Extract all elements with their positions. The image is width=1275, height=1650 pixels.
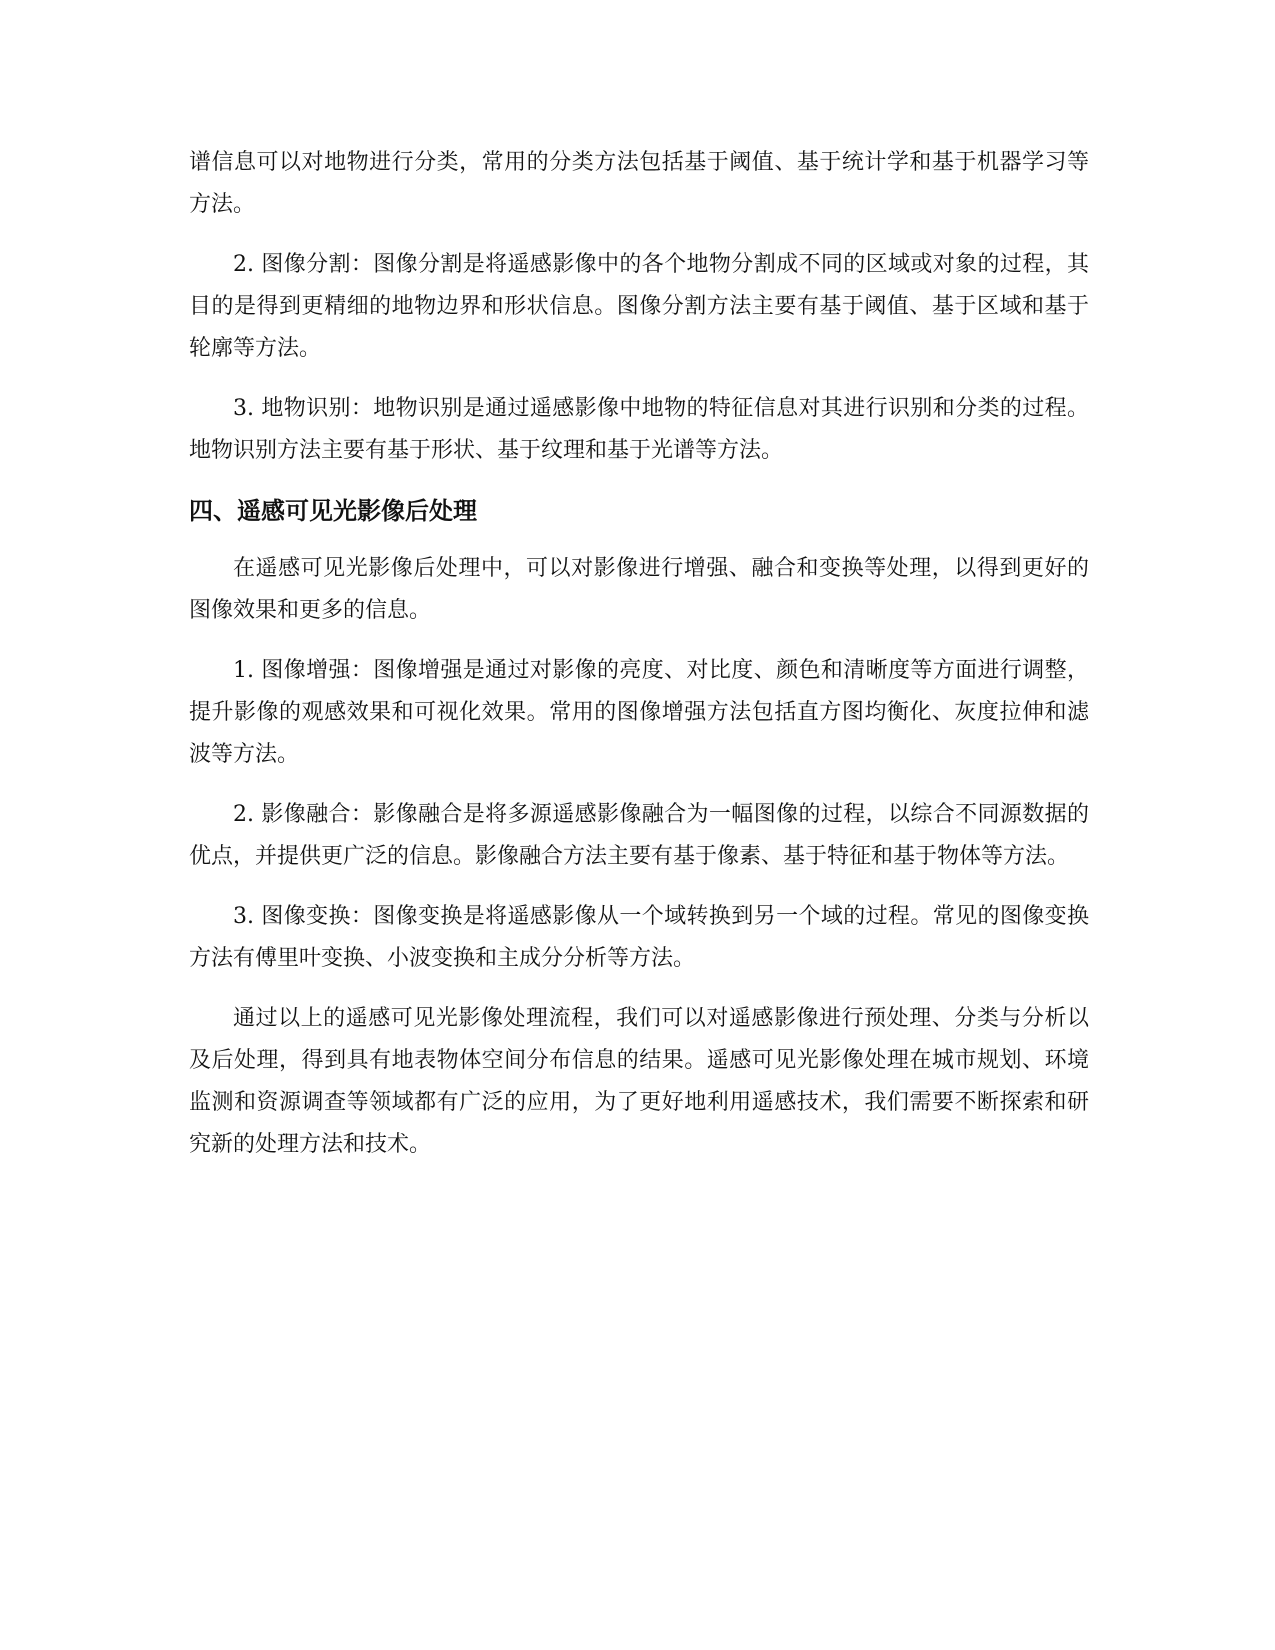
paragraph-image-transform: 3. 图像变换：图像变换是将遥感影像从一个域转换到另一个域的过程。常见的图像变换方法有傅里叶变换、小波变换和主成分分析等方法。 [189, 904, 1089, 971]
document-body [189, 142, 1089, 1184]
paragraph-post-processing-intro: 在遥感可见光影像后处理中，可以对影像进行增强、融合和变换等处理，以得到更好的图像效果和更多的信息。 [189, 556, 1089, 623]
paragraph-image-segmentation: 2. 图像分割：图像分割是将遥感影像中的各个地物分割成不同的区域或对象的过程，其目的是得到更精细的地物边界和形状信息。图像分割方法主要有基于阈值、基于区域和基于轮廓等方法。 [189, 252, 1089, 361]
paragraph-image-enhancement: 1. 图像增强：图像增强是通过对影像的亮度、对比度、颜色和清晰度等方面进行调整，提升影像的观感效果和可视化效果。常用的图像增强方法包括直方图均衡化、灰度拉伸和滤波等方法。 [189, 658, 1089, 767]
paragraph-classification-continued: 谱信息可以对地物进行分类，常用的分类方法包括基于阈值、基于统计学和基于机器学习等方法。 [189, 150, 1089, 217]
paragraph-object-recognition: 3. 地物识别：地物识别是通过遥感影像中地物的特征信息对其进行识别和分类的过程。地物识别方法主要有基于形状、基于纹理和基于光谱等方法。 [189, 396, 1089, 463]
paragraph-image-fusion: 2. 影像融合：影像融合是将多源遥感影像融合为一幅图像的过程，以综合不同源数据的优点，并提供更广泛的信息。影像融合方法主要有基于像素、基于特征和基于物体等方法。 [189, 802, 1089, 869]
paragraph-conclusion: 通过以上的遥感可见光影像处理流程，我们可以对遥感影像进行预处理、分类与分析以及后处理，得到具有地表物体空间分布信息的结果。遥感可见光影像处理在城市规划、环境监测和资源调查等领域都有广泛的应用，为了更好地利用遥感技术，我们需要不断探索和研究新的处理方法和技术。 [189, 1006, 1089, 1157]
section-heading-post-processing: 四、遥感可见光影像后处理 [189, 497, 477, 525]
